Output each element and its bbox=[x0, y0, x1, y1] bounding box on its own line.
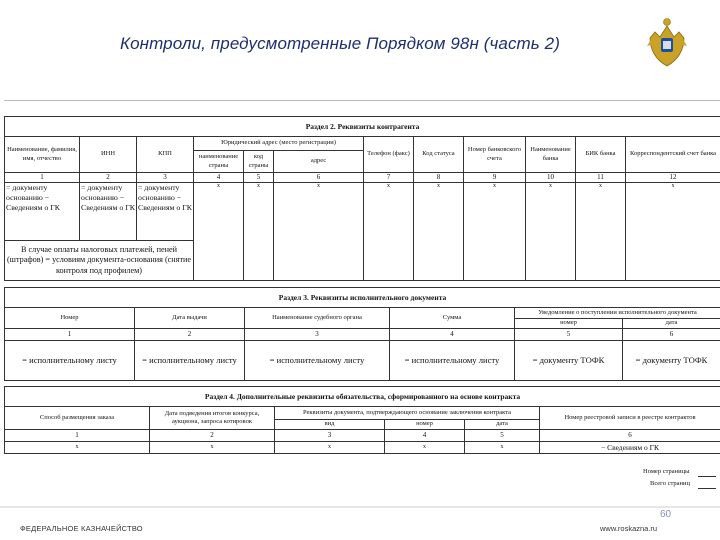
control-inn: = документу основанию − Сведениям о ГК bbox=[80, 183, 137, 241]
x-cell: x bbox=[194, 183, 244, 281]
header-summary-date: Дата подведения итогов конкурса, аукциона, запроса котировок bbox=[150, 407, 275, 430]
header-doc-date: дата bbox=[465, 420, 540, 430]
x-cell: x bbox=[5, 442, 150, 454]
page-label-line bbox=[698, 476, 716, 477]
index-cell: 8 bbox=[414, 173, 464, 183]
header-method: Способ размещения заказа bbox=[5, 407, 150, 430]
control-tofk-date: = документу ТОФК bbox=[623, 341, 720, 381]
header-address: адрес bbox=[274, 151, 364, 173]
x-cell: x bbox=[244, 183, 274, 281]
header-notice-date: дата bbox=[623, 319, 720, 329]
control-registry: − Сведениям о ГК bbox=[540, 442, 720, 454]
index-cell: 4 bbox=[194, 173, 244, 183]
control-exec-amount: = исполнительному листу bbox=[390, 341, 515, 381]
index-cell: 3 bbox=[275, 430, 385, 442]
index-cell: 5 bbox=[515, 329, 623, 341]
section-4-title: Раздел 4. Дополнительные реквизиты обязательства, сформированного на основе контракта bbox=[5, 387, 720, 407]
header-amount: Сумма bbox=[390, 308, 515, 329]
x-cell: x bbox=[364, 183, 414, 281]
index-cell: 4 bbox=[390, 329, 515, 341]
section-4-table bbox=[4, 386, 720, 454]
page-number: 60 bbox=[660, 509, 672, 520]
x-cell: x bbox=[626, 183, 720, 281]
index-cell: 6 bbox=[623, 329, 720, 341]
header-bik: БИК банка bbox=[576, 137, 626, 173]
header-country-name: наименование страны bbox=[194, 151, 244, 173]
total-label: Всего страниц bbox=[650, 480, 690, 487]
x-cell: x bbox=[414, 183, 464, 281]
header-inn: ИНН bbox=[80, 137, 137, 173]
control-tofk-number: = документу ТОФК bbox=[515, 341, 623, 381]
index-cell: 2 bbox=[80, 173, 137, 183]
header-court-name: Наименование судебного органа bbox=[245, 308, 390, 329]
header-status-code: Код статуса bbox=[414, 137, 464, 173]
index-cell: 1 bbox=[5, 173, 80, 183]
index-cell: 6 bbox=[274, 173, 364, 183]
header-basis-doc: Реквизиты документа, подтверждающего основание заключения контракта bbox=[275, 407, 540, 420]
header-doc-number: номер bbox=[385, 420, 465, 430]
control-exec-number: = исполнительному листу bbox=[5, 341, 135, 381]
header-account: Номер банковского счета bbox=[464, 137, 526, 173]
x-cell: x bbox=[150, 442, 275, 454]
index-cell: 5 bbox=[244, 173, 274, 183]
section-3-title: Раздел 3. Реквизиты исполнительного документа bbox=[5, 288, 720, 308]
control-name: = документу основанию − Сведениям о ГК bbox=[5, 183, 80, 241]
document-top-divider bbox=[4, 100, 720, 101]
control-exec-date: = исполнительному листу bbox=[135, 341, 245, 381]
x-cell: x bbox=[385, 442, 465, 454]
header-corr-account: Корреспондентский счет банка bbox=[626, 137, 720, 173]
x-cell: x bbox=[576, 183, 626, 281]
x-cell: x bbox=[526, 183, 576, 281]
header-bank-name: Наименование банка bbox=[526, 137, 576, 173]
index-cell: 5 bbox=[465, 430, 540, 442]
header-notice: Уведомление о поступлении исполнительного документа bbox=[515, 308, 720, 319]
header-notice-number: номер bbox=[515, 319, 623, 329]
index-cell: 9 bbox=[464, 173, 526, 183]
index-cell: 7 bbox=[364, 173, 414, 183]
index-cell: 6 bbox=[540, 430, 720, 442]
footer-website: www.roskazna.ru bbox=[600, 524, 658, 533]
x-cell: x bbox=[274, 183, 364, 281]
slide-title: Контроли, предусмотренные Порядком 98н (часть 2) bbox=[119, 34, 560, 53]
footer-organization: ФЕДЕРАЛЬНОЕ КАЗНАЧЕЙСТВО bbox=[20, 524, 143, 533]
index-cell: 1 bbox=[5, 329, 135, 341]
index-cell: 1 bbox=[5, 430, 150, 442]
section-2-title: Раздел 2. Реквизиты контрагента bbox=[5, 117, 720, 137]
footer-divider bbox=[0, 506, 720, 508]
tax-payment-note: В случае оплаты налоговых платежей, пеней (штрафов) = условиям документа-основания (снятие контроля под профилем) bbox=[5, 241, 194, 281]
header-name: Наименование, фамилия, имя, отчество bbox=[5, 137, 80, 173]
header-number: Номер bbox=[5, 308, 135, 329]
index-cell: 2 bbox=[135, 329, 245, 341]
index-cell: 3 bbox=[137, 173, 194, 183]
index-cell: 4 bbox=[385, 430, 465, 442]
total-label-line bbox=[698, 488, 716, 489]
header-legal-address: Юридический адрес (место регистрации) bbox=[194, 137, 364, 151]
index-cell: 11 bbox=[576, 173, 626, 183]
header-phone: Телефон (факс) bbox=[364, 137, 414, 173]
header-type: вид bbox=[275, 420, 385, 430]
index-cell: 2 bbox=[150, 430, 275, 442]
index-cell: 3 bbox=[245, 329, 390, 341]
index-cell: 10 bbox=[526, 173, 576, 183]
header-issue-date: Дата выдачи bbox=[135, 308, 245, 329]
header-country-code: код страны bbox=[244, 151, 274, 173]
index-cell: 12 bbox=[626, 173, 720, 183]
page-label: Номер страницы bbox=[643, 468, 690, 475]
section-2-table bbox=[4, 116, 720, 281]
section-3-table bbox=[4, 287, 720, 381]
control-kpp: = документу основанию − Сведениям о ГК bbox=[137, 183, 194, 241]
x-cell: x bbox=[464, 183, 526, 281]
header-registry: Номер реестровой записи в реестре контрактов bbox=[540, 407, 720, 430]
x-cell: x bbox=[275, 442, 385, 454]
header-kpp: КПП bbox=[137, 137, 194, 173]
x-cell: x bbox=[465, 442, 540, 454]
double-headed-eagle-emblem-icon bbox=[646, 16, 688, 70]
control-exec-court: = исполнительному листу bbox=[245, 341, 390, 381]
